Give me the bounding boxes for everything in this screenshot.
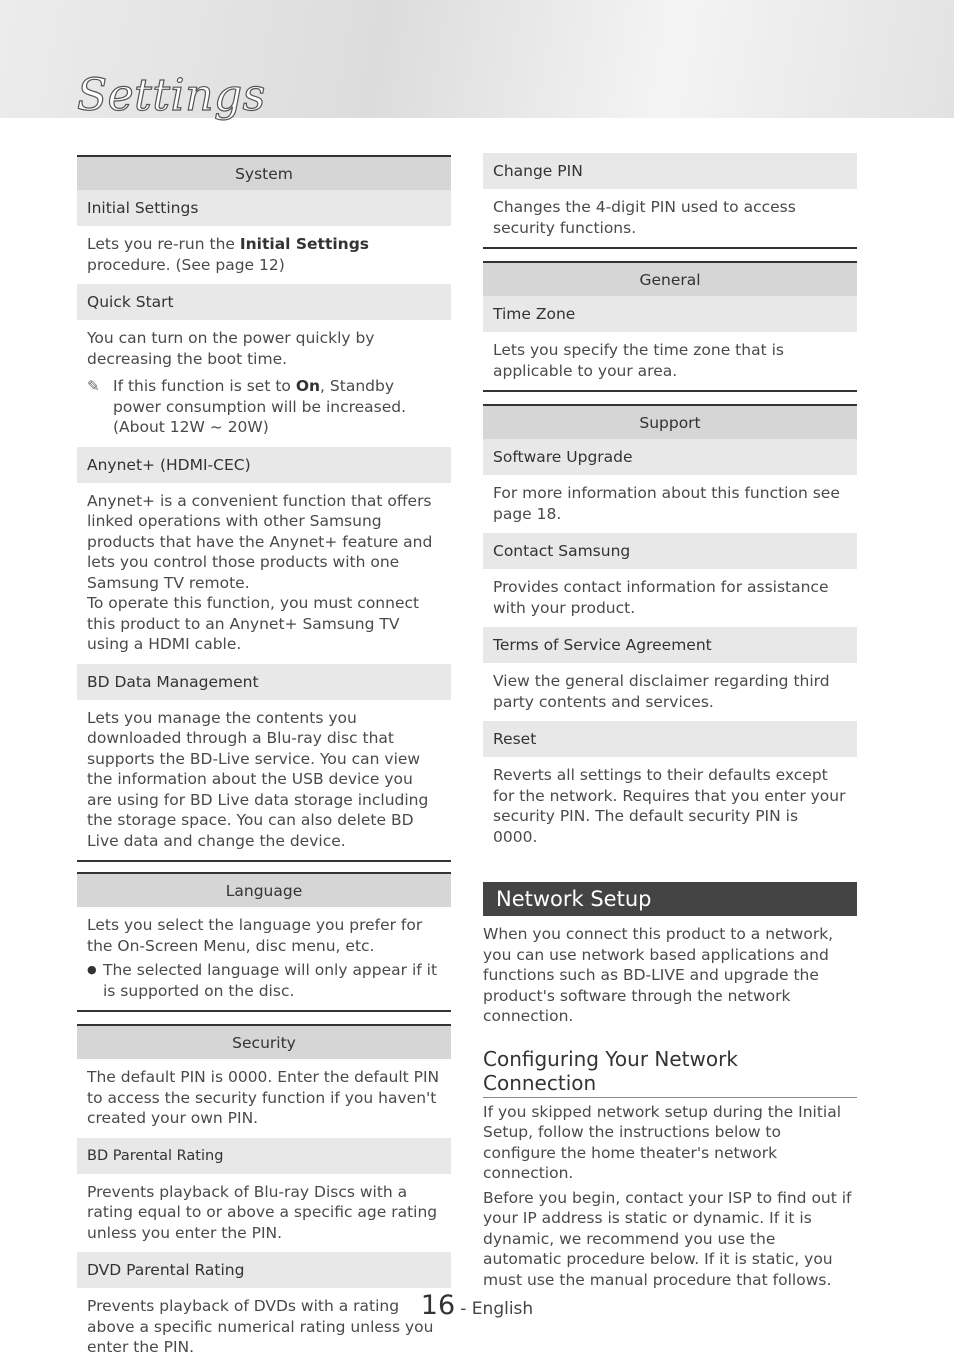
note-text: If this function is set to On, Standby power consumption will be increased. (About 12W ~ 20W) — [113, 377, 407, 436]
section-heading-general: General — [483, 261, 857, 296]
section-heading-security: Security — [77, 1024, 451, 1059]
page-number: 16 — [420, 1290, 456, 1321]
language-text: Lets you select the language you prefer for the On-Screen Menu, disc menu, etc. — [87, 916, 423, 955]
section-heading-system: System — [77, 155, 451, 190]
item-desc-security: The default PIN is 0000. Enter the default PIN to access the security function if you haven't created your own PIN. — [87, 1068, 440, 1127]
item-title-contact-samsung: Contact Samsung — [483, 533, 857, 569]
bullet-icon: ● — [87, 963, 97, 976]
quick-start-note — [87, 376, 441, 438]
left-column — [77, 155, 451, 1367]
bullet-text: The selected language will only appear if it is supported on the disc. — [103, 961, 438, 1000]
item-title-change-pin: Change PIN — [483, 153, 857, 189]
item-title-quick-start: Quick Start — [77, 284, 451, 320]
item-desc-bd-parental: Prevents playback of Blu-ray Discs with a rating equal to or above a specific age rating unless you enter the PIN. — [87, 1182, 438, 1242]
item-desc-anynet — [77, 483, 451, 664]
configuring-network-title: Configuring Your Network Connection — [483, 1047, 857, 1098]
item-desc-language — [77, 907, 451, 1010]
section-heading-language: Language — [77, 872, 451, 907]
item-desc-time-zone: Lets you specify the time zone that is applicable to your area. — [493, 341, 784, 380]
anynet-text-1: Anynet+ is a convenient function that offers linked operations with other Samsung products that have the Anynet+ feature and lets you control those products with one Samsung TV remote. — [87, 491, 433, 592]
network-setup-banner: Network Setup — [483, 882, 857, 916]
quick-start-text: You can turn on the power quickly by decreasing the boot time. — [87, 329, 375, 368]
page-title: Settings — [77, 70, 266, 121]
page-footer: 16 - English — [420, 1290, 534, 1321]
anynet-text-2: To operate this function, you must connect this product to an Anynet+ Samsung TV using a HDMI cable. — [87, 594, 420, 653]
item-desc-quick-start — [77, 320, 451, 447]
item-title-terms: Terms of Service Agreement — [483, 627, 857, 663]
network-setup-text: When you connect this product to a network, you can use network based applications and functions such as BD-LIVE and upgrade the product's software through the network connection. — [483, 925, 834, 1025]
item-title-bd-data: BD Data Management — [77, 664, 451, 700]
item-title-dvd-parental: DVD Parental Rating — [77, 1252, 451, 1288]
item-desc-software-upgrade: For more information about this function see page 18. — [493, 484, 840, 523]
footer-language: English — [471, 1299, 534, 1319]
item-title-anynet: Anynet+ (HDMI-CEC) — [77, 447, 451, 483]
item-desc-change-pin: Changes the 4-digit PIN used to access security functions. — [493, 198, 796, 237]
item-title-time-zone: Time Zone — [483, 296, 857, 332]
item-desc-dvd-parental: Prevents playback of DVDs with a rating above a specific numerical rating unless you enter the PIN. — [87, 1297, 434, 1356]
configuring-para-1: If you skipped network setup during the Initial Setup, follow the instructions below to configure the home theater's network connection. — [483, 1102, 842, 1182]
configuring-para-2: Before you begin, contact your ISP to find out if your IP address is static or dynamic. If it is dynamic, we recommend you use the automatic procedure below. If it is static, you must use the manual procedure that follows. — [483, 1188, 852, 1289]
item-desc-reset: Reverts all settings to their defaults except for the network. Requires that you enter your security PIN. The default security PIN is 0000. — [493, 766, 846, 846]
item-desc-bd-data: Lets you manage the contents you downloaded through a Blu-ray disc that supports the BD-Live service. You can view the information about the USB device you are using for BD Live data storage including the storage space. You can also delete BD Live data and change the device. — [87, 708, 429, 850]
right-column — [483, 153, 857, 1290]
item-title-bd-parental: BD Parental Rating — [77, 1138, 451, 1174]
section-heading-support: Support — [483, 404, 857, 439]
item-desc-terms: View the general disclaimer regarding third party contents and services. — [493, 672, 830, 711]
item-desc-initial-settings: Lets you re-run the Initial Settings procedure. (See page 12) — [87, 235, 370, 274]
item-desc-contact-samsung: Provides contact information for assistance with your product. — [493, 578, 829, 617]
item-title-initial-settings: Initial Settings — [77, 190, 451, 226]
pencil-note-icon: ✎ — [87, 377, 100, 395]
item-title-software-upgrade: Software Upgrade — [483, 439, 857, 475]
language-bullet — [87, 960, 441, 1001]
item-title-reset: Reset — [483, 721, 857, 757]
